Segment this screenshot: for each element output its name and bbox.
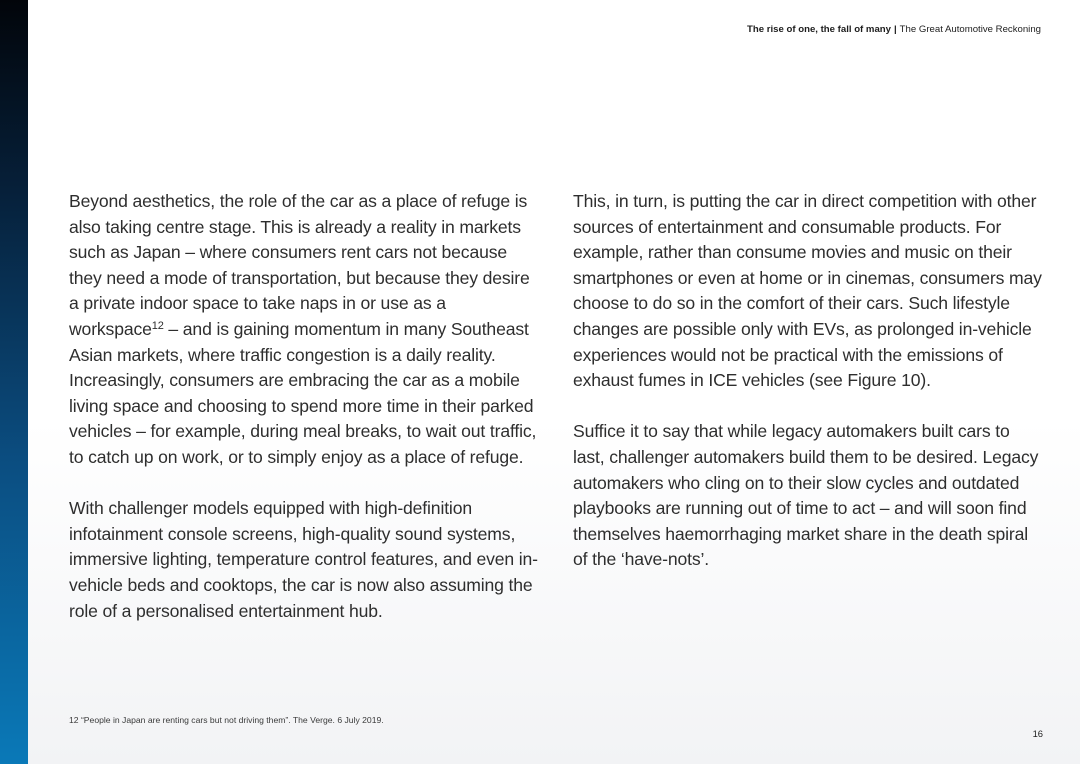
left-paragraph-1-text-continued: – and is gaining momentum in many Southeast Asian markets, where traffic congestion is a daily reality. Increasingly, consumers are embracing the car as a mobile living space and choosing to spend more time in their parked vehicles – for example, during meal breaks, to wait out traffic, to catch up on work, or to simply enjoy as a place of refuge. <box>69 318 537 467</box>
header-subtitle: The Great Automotive Reckoning <box>899 24 1041 35</box>
left-column <box>69 189 539 650</box>
right-column <box>573 189 1043 599</box>
footnote: 12 “People in Japan are renting cars but not driving them”. The Verge. 6 July 2019. <box>69 715 384 725</box>
left-paragraph-2: With challenger models equipped with high-definition infotainment console screens, high-quality sound systems, immersive lighting, temperature control features, and even in-vehicle beds and cooktops, the car is now also assuming the role of a personalised entertainment hub. <box>69 498 538 621</box>
right-paragraph-2: Suffice it to say that while legacy automakers built cars to last, challenger automakers build them to be desired. Legacy automakers who cling on to their slow cycles and outdated playbooks are running out of time to act – and will soon find themselves haemorrhaging market share in the death spiral of the ‘have-nots’. <box>573 421 1039 570</box>
left-paragraph-1 <box>69 189 539 471</box>
footnote-reference: 12 <box>151 319 164 332</box>
right-paragraph-1: This, in turn, is putting the car in direct competition with other sources of entertainment and consumable products. For example, rather than consume movies and music on their smartphones or even at home or in cinemas, consumers may choose to do so in the comfort of their cars. Such lifestyle changes are possible only with EVs, as prolonged in-vehicle experiences would not be practical with the emissions of exhaust fumes in ICE vehicles (see Figure 10). <box>573 191 1042 391</box>
side-accent-bar <box>0 0 28 764</box>
page-number: 16 <box>1032 728 1043 739</box>
header-separator: | <box>893 24 897 35</box>
left-paragraph-1-text: Beyond aesthetics, the role of the car as a place of refuge is also taking centre stage. This is already a reality in markets such as Japan – where consumers rent cars not because they need a mode of transportation, but because they desire a private indoor space to take naps in or use as a workspace <box>69 191 530 339</box>
header-title: The rise of one, the fall of many <box>747 24 891 35</box>
running-header <box>747 24 1041 35</box>
